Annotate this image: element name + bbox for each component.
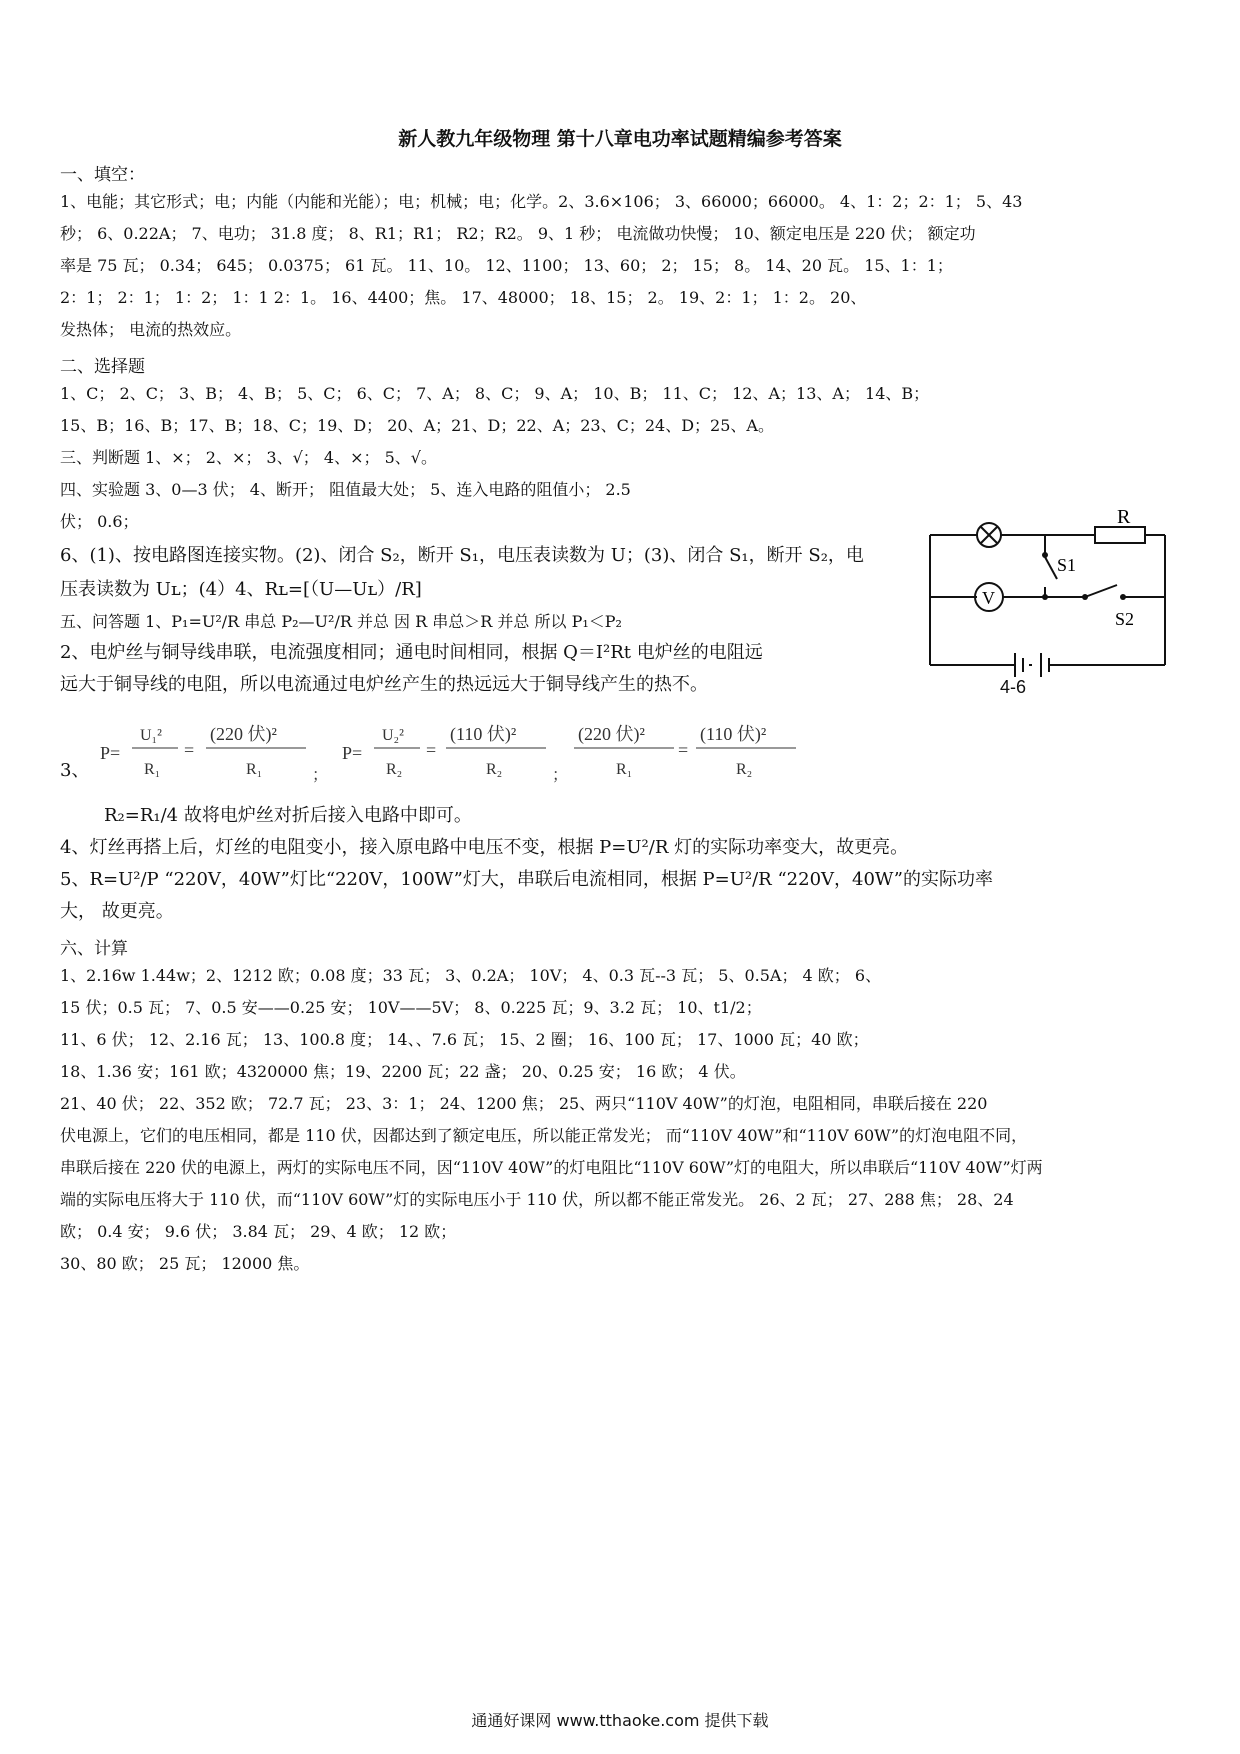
calc-line: 11、6 伏； 12、2.16 瓦； 13、100.8 度； 14、、7.6 瓦； 15、2 圈； 16、100 瓦； 17、1000 瓦；40 欧；: [60, 1030, 869, 1049]
calc-line: 30、80 欧； 25 瓦； 12000 焦。: [60, 1254, 310, 1273]
qa-line: R₂=R₁/4 故将电炉丝对折后接入电路中即可。: [104, 805, 472, 826]
voltmeter-label: V: [982, 588, 995, 608]
page-footer: 通通好课网 www.tthaoke.com 提供下载: [471, 1711, 769, 1730]
section-fill-heading: 一、填空：: [60, 165, 145, 185]
switch-s2-label: S2: [1115, 609, 1135, 629]
section-choice-heading: 二、选择题: [60, 357, 145, 377]
formula-p-label: P=: [100, 743, 121, 763]
qa-line: 五、问答题 1、P₁=U²/R 串总 P₂—U²/R 并总 因 R 串总＞R 并总 所以 P₁＜P₂: [60, 612, 622, 631]
formula-u1: U₁²: [140, 727, 162, 744]
formula-r2: R₂: [386, 761, 403, 778]
qa-line: 2、电炉丝与铜导线串联，电流强度相同；通电时间相同，根据 Q＝I²Rt 电炉丝的电阻远: [60, 642, 763, 663]
formula-p-label: P=: [342, 743, 363, 763]
fill-line: 2：1； 2：1； 1：2； 1：1 2：1。 16、4400；焦。 17、48000； 18、15； 2。 19、2：1； 1：2。 20、: [60, 288, 867, 307]
experiment-line: 压表读数为 Uʟ；(4）4、Rʟ=[（U—Uʟ）/R]: [60, 579, 422, 600]
formula-separator: ；: [552, 767, 569, 784]
formula-r1: R₁: [616, 761, 633, 778]
experiment-line: 6、(1)、按电路图连接实物。(2)、闭合 S₂，断开 S₁，电压表读数为 U；(3)、闭合 S₁，断开 S₂，电: [60, 545, 864, 566]
qa-line: 远大于铜导线的电阻，所以电流通过电炉丝产生的热远远大于铜导线产生的热不。: [60, 674, 708, 695]
fill-line: 秒； 6、0.22A； 7、电功； 31.8 度； 8、R1；R1； R2；R2。 9、1 秒； 电流做功快慢； 10、额定电压是 220 伏； 额定功: [60, 224, 976, 243]
qa-line: 5、R=U²/P “220V，40W”灯比“220V，100W”灯大，串联后电流相同，根据 P=U²/R “220V，40W”的实际功率: [60, 869, 993, 890]
choice-line: 1、C； 2、C； 3、B； 4、B； 5、C； 6、C； 7、A； 8、C； 9、A； 10、B； 11、C； 12、A；13、A； 14、B；: [60, 384, 930, 403]
calc-line: 15 伏；0.5 瓦； 7、0.5 安——0.25 安； 10V——5V； 8、0.225 瓦；9、3.2 瓦； 10、t1/2；: [60, 998, 762, 1017]
calc-line: 18、1.36 安；161 欧；4320000 焦；19、2200 瓦；22 盏； 20、0.25 安； 16 欧； 4 伏。: [60, 1062, 746, 1081]
circuit-diagram: [925, 505, 1170, 705]
calc-line: 欧； 0.4 安； 9.6 伏； 3.84 瓦； 29、4 欧； 12 欧；: [60, 1222, 457, 1241]
formula-eq: =: [678, 740, 689, 760]
fill-line: 率是 75 瓦； 0.34； 645； 0.0375； 61 瓦。 11、10。 12、1100； 13、60； 2； 15； 8。 14、20 瓦。 15、1：1；: [60, 256, 953, 275]
calc-line: 21、40 伏； 22、352 欧； 72.7 瓦； 23、3：1； 24、1200 焦； 25、两只“110V 40W”的灯泡，电阻相同，串联后接在 220: [60, 1094, 988, 1113]
formula-110: (110 伏)²: [450, 724, 517, 744]
formula-220: (220 伏)²: [210, 724, 277, 744]
item3-label: 3、: [60, 760, 90, 781]
experiment-line: 四、实验题 3、0—3 伏； 4、断开； 阻值最大处； 5、连入电路的阻值小； 2.5: [60, 480, 631, 499]
judge-line: 三、判断题 1、×； 2、×； 3、√； 4、×； 5、√。: [60, 448, 437, 467]
fill-line: 1、电能；其它形式；电；内能（内能和光能）；电；机械；电；化学。2、3.6×106； 3、66000；66000。 4、1：2；2：1； 5、43: [60, 192, 1023, 211]
choice-line: 15、B；16、B；17、B；18、C；19、D； 20、A；21、D；22、A；23、C；24、D；25、A。: [60, 416, 774, 435]
resistor-label: R: [1117, 506, 1131, 528]
formula-r1: R₁: [246, 761, 263, 778]
formula-row: [60, 712, 820, 792]
switch-s1-label: S1: [1057, 555, 1077, 575]
fill-line: 发热体； 电流的热效应。: [60, 320, 242, 339]
formula-110: (110 伏)²: [700, 724, 767, 744]
formula-220: (220 伏)²: [578, 724, 645, 744]
experiment-line: 伏； 0.6；: [60, 512, 139, 531]
formula-r1: R₁: [144, 761, 161, 778]
calc-line: 1、2.16w 1.44w；2、1212 欧；0.08 度；33 瓦； 3、0.2A； 10V； 4、0.3 瓦--3 瓦； 5、0.5A； 4 欧； 6、: [60, 966, 882, 985]
calc-line: 串联后接在 220 伏的电源上，两灯的实际电压不同，因“110V 40W”的灯电阻比“110V 60W”灯的电阻大，所以串联后“110V 40W”灯两: [60, 1158, 1043, 1177]
formula-svg: [60, 712, 820, 792]
calc-line: 端的实际电压将大于 110 伏，而“110V 60W”灯的实际电压小于 110 伏，所以都不能正常发光。 26、2 瓦； 27、288 焦； 28、24: [60, 1190, 1014, 1209]
formula-eq: =: [426, 740, 437, 760]
formula-r2: R₂: [486, 761, 503, 778]
formula-eq: =: [184, 740, 195, 760]
circuit-caption: 4-6: [1000, 677, 1027, 697]
page-title: 新人教九年级物理 第十八章电功率试题精编参考答案: [398, 128, 842, 150]
qa-line: 大， 故更亮。: [60, 901, 174, 922]
formula-separator: ；: [312, 767, 329, 784]
qa-line: 4、灯丝再搭上后，灯丝的电阻变小，接入原电路中电压不变，根据 P=U²/R 灯的实际功率变大，故更亮。: [60, 837, 909, 858]
formula-r2: R₂: [736, 761, 753, 778]
formula-u2: U₂²: [382, 727, 404, 744]
calc-line: 伏电源上，它们的电压相同，都是 110 伏，因都达到了额定电压，所以能正常发光； 而“110V 40W”和“110V 60W”的灯泡电阻不同，: [60, 1126, 1028, 1145]
section-calc-heading: 六、计算: [60, 939, 128, 959]
